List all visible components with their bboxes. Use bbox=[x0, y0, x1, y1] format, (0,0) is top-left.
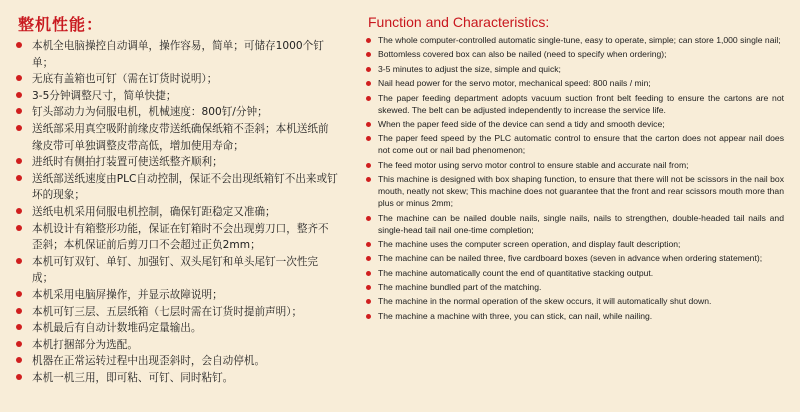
list-item bbox=[366, 310, 784, 322]
list-item bbox=[366, 132, 784, 156]
bullet-icon bbox=[16, 108, 22, 114]
list-item bbox=[366, 77, 784, 89]
list-item bbox=[16, 71, 338, 88]
list-item-text: This machine is designed with box shaping function, to ensure that there will not be scissors in the nail box mouth, neatly not skew; This machine does not guarantee that the front and rear scissors mouth more than plus or minus 2mm; bbox=[378, 174, 784, 209]
list-item bbox=[16, 221, 338, 254]
bullet-icon bbox=[16, 208, 22, 214]
list-item bbox=[16, 171, 338, 204]
list-item bbox=[366, 252, 784, 264]
bullet-icon bbox=[366, 163, 371, 168]
list-item bbox=[16, 88, 338, 105]
bullet-icon bbox=[16, 158, 22, 164]
list-item-text: 无底有盖箱也可钉（需在订货时说明）； bbox=[32, 73, 218, 86]
list-item bbox=[366, 159, 784, 171]
bullet-icon bbox=[16, 291, 22, 297]
list-item bbox=[16, 254, 338, 287]
list-item-text: When the paper feed side of the device can send a tidy and smooth device; bbox=[378, 118, 665, 129]
list-item bbox=[16, 204, 338, 221]
list-item-text: The machine can be nailed double nails, single nails, nails to strengthen, double-headed tail nails and single-head tail nail one-time completion; bbox=[378, 212, 784, 235]
english-title: Function and Characteristics: bbox=[368, 14, 550, 30]
bullet-icon bbox=[16, 324, 22, 330]
list-item bbox=[16, 370, 338, 387]
list-item-text: The paper feed speed by the PLC automatic control to ensure that the carton does not appear nail does not come out or nail bad phenomenon; bbox=[378, 133, 784, 156]
bullet-icon bbox=[16, 341, 22, 347]
english-feature-list bbox=[366, 34, 784, 322]
list-item bbox=[16, 154, 338, 171]
bullet-icon bbox=[366, 314, 371, 319]
bullet-icon bbox=[366, 122, 371, 127]
bullet-icon bbox=[366, 81, 371, 86]
list-item-text: 本机设计有箱整形功能，保证在钉箱时不会出现剪刀口，整齐不歪斜；本机保证前后剪刀口不会超过正负2mm； bbox=[32, 222, 329, 252]
bullet-icon bbox=[366, 38, 371, 43]
bullet-icon bbox=[16, 75, 22, 81]
list-item-text: 本机可钉双钉、单钉、加强钉、双头尾钉和单头尾钉一次性完成； bbox=[32, 255, 319, 285]
list-item bbox=[366, 295, 784, 307]
bullet-icon bbox=[366, 271, 371, 276]
chinese-title: 整机性能： bbox=[18, 15, 104, 34]
bullet-icon bbox=[366, 136, 371, 141]
list-item-text: The machine bundled part of the matching. bbox=[378, 282, 542, 293]
chinese-feature-list bbox=[16, 38, 338, 386]
bullet-icon bbox=[16, 225, 22, 231]
list-item-text: Nail head power for the servo motor, mechanical speed: 800 nails / min; bbox=[378, 78, 651, 89]
bullet-icon bbox=[366, 285, 371, 290]
bullet-icon bbox=[16, 308, 22, 314]
bullet-icon bbox=[16, 125, 22, 131]
bullet-icon bbox=[16, 92, 22, 98]
bullet-icon bbox=[366, 96, 371, 101]
bullet-icon bbox=[366, 299, 371, 304]
list-item bbox=[366, 63, 784, 75]
list-item-text: 送纸部采用真空吸附前缘皮带送纸确保纸箱不歪斜；本机送纸前缘皮带可单独调整皮带高低，增加使用寿命； bbox=[32, 122, 329, 152]
list-item bbox=[366, 212, 784, 236]
list-item-text: The machine automatically count the end of quantitative stacking output. bbox=[378, 267, 654, 278]
list-item-text: The machine can be nailed three, five cardboard boxes (seven in advance when ordering statement); bbox=[378, 253, 763, 264]
bullet-icon bbox=[366, 256, 371, 261]
list-item bbox=[366, 173, 784, 209]
list-item bbox=[16, 121, 338, 154]
list-item-text: The paper feeding department adopts vacuum suction front belt feeding to ensure the cartons are not skewed. The belt can be adjusted independently to increase the service life. bbox=[378, 92, 784, 115]
list-item bbox=[16, 304, 338, 321]
list-item bbox=[16, 353, 338, 370]
list-item bbox=[366, 238, 784, 250]
bullet-icon bbox=[16, 175, 22, 181]
bullet-icon bbox=[16, 42, 22, 48]
list-item-text: The machine uses the computer screen operation, and display fault description; bbox=[378, 238, 681, 249]
list-item bbox=[366, 34, 784, 46]
list-item-text: 机器在正常运转过程中出现歪斜时，会自动停机。 bbox=[32, 355, 266, 368]
list-item-text: Bottomless covered box can also be nailed (need to specify when ordering); bbox=[378, 49, 667, 60]
list-item bbox=[366, 267, 784, 279]
list-item-text: The feed motor using servo motor control to ensure stable and accurate nail from; bbox=[378, 159, 689, 170]
list-item-text: 3-5 minutes to adjust the size, simple and quick; bbox=[378, 63, 561, 74]
list-item bbox=[366, 281, 784, 293]
list-item-text: 3-5分钟调整尺寸，简单快捷； bbox=[32, 89, 177, 102]
list-item bbox=[366, 48, 784, 60]
list-item-text: 本机最后有自动计数堆码定量输出。 bbox=[32, 322, 202, 335]
bullet-icon bbox=[16, 357, 22, 363]
list-item bbox=[16, 320, 338, 337]
list-item-text: 本机采用电脑屏操作，并显示故障说明； bbox=[32, 288, 223, 301]
list-item-text: 钉头部动力为伺服电机，机械速度：800钉/分钟； bbox=[32, 106, 268, 119]
list-item-text: 本机打捆部分为选配。 bbox=[32, 338, 138, 351]
bullet-icon bbox=[366, 67, 371, 72]
bullet-icon bbox=[366, 242, 371, 247]
list-item-text: 本机一机三用，即可粘、可钉、同时粘钉。 bbox=[32, 371, 234, 384]
bullet-icon bbox=[366, 177, 371, 182]
list-item bbox=[16, 287, 338, 304]
bullet-icon bbox=[16, 374, 22, 380]
bullet-icon bbox=[366, 216, 371, 221]
list-item bbox=[366, 92, 784, 116]
list-item-text: 本机可钉三层、五层纸箱（七层时需在订货时提前声明）； bbox=[32, 305, 303, 318]
list-item-text: 送纸电机采用伺服电机控制，确保钉距稳定又准确； bbox=[32, 205, 276, 218]
list-item-text: 送纸部送纸速度由PLC自动控制，保证不会出现纸箱钉不出来或钉坏的现象； bbox=[32, 172, 338, 202]
list-item-text: 进纸时有侧拍打装置可使送纸整齐顺利； bbox=[32, 156, 223, 169]
bullet-icon bbox=[366, 52, 371, 57]
list-item bbox=[366, 118, 784, 130]
list-item-text: 本机全电脑操控自动调单，操作容易，简单；可储存1000个钉单； bbox=[32, 40, 324, 69]
bullet-icon bbox=[16, 258, 22, 264]
list-item-text: The whole computer-controlled automatic single-tune, easy to operate, simple; can store 1,000 single nail; bbox=[378, 35, 781, 45]
list-item-text: The machine a machine with three, you can stick, can nail, while nailing. bbox=[378, 310, 653, 321]
list-item bbox=[16, 337, 338, 354]
chinese-column bbox=[16, 12, 338, 386]
list-item bbox=[16, 104, 338, 121]
list-item-text: The machine in the normal operation of the skew occurs, it will automatically shut down. bbox=[378, 296, 712, 307]
english-column bbox=[366, 14, 784, 324]
list-item bbox=[16, 38, 338, 71]
